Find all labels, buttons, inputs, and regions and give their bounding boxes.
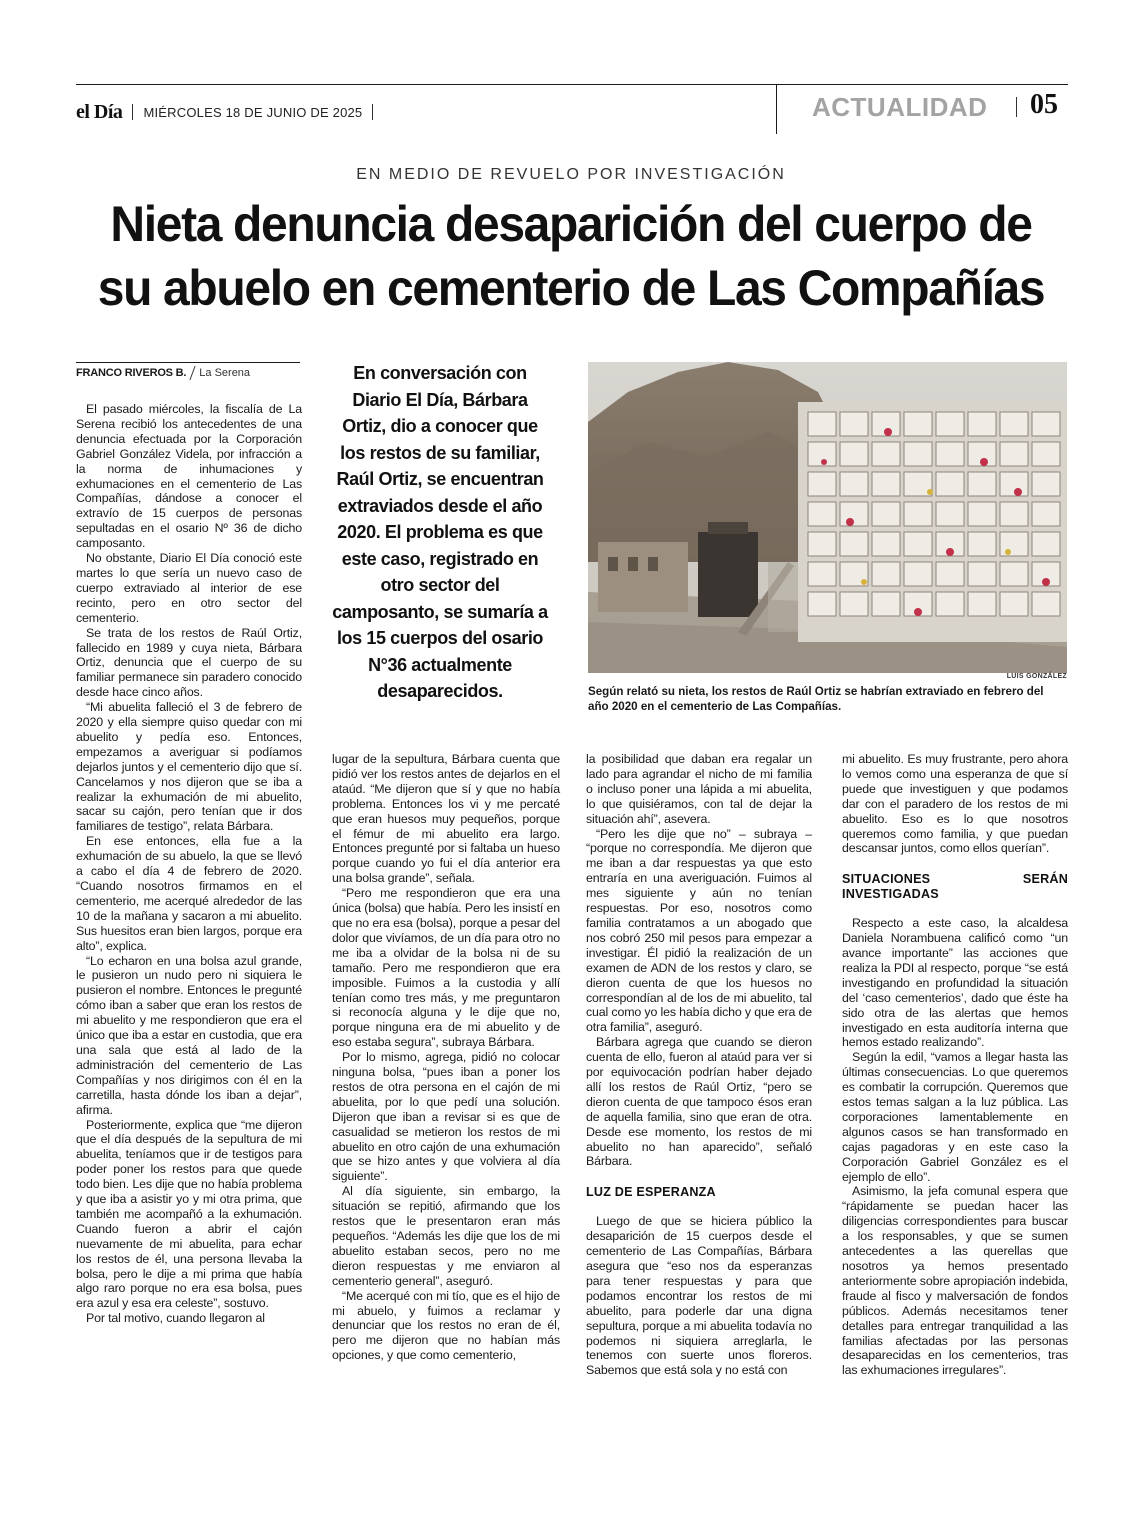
article-headline: Nieta denuncia desaparición del cuerpo de su abuelo en cementerio de Las Compañías — [97, 196, 1045, 316]
paragraph: “Lo echaron en una bolsa azul grande, le pusieron un nudo pero ni siquiera le pusieron el nombre. Entonces le pregunté cómo iban a saber que eran los restos de mi abuelito y me respondieron que era el único que iba a estar en custodia, que era una sala que está al lado de la administración del cementerio de Las Compañías y nos dirigimos con él en la carretilla, hasta dónde los iban a dejar”, afirma. — [76, 953, 302, 1117]
byline-divider — [190, 366, 196, 380]
paragraph: Luego de que se hiciera público la desaparición de 15 cuerpos desde el cementerio de Las Compañías, Bárbara asegura que “eso nos da esperanzas para tener respuestas y para que podamos encontrar los restos de mi abuelito, para poderle dar una digna sepultura, porque a mi abuelita todavía no podemos ni siquiera arreglarla, le tenemos con suerte unos floreros. Sabemos que está sola y no está con — [586, 1214, 812, 1378]
paragraph: No obstante, Diario El Día conoció este martes lo que sería un nuevo caso de cuerpo extraviado al interior de ese recinto, pero en otro sector del cementerio. — [76, 551, 302, 625]
paragraph: Se trata de los restos de Raúl Ortiz, fallecido en 1989 y cuya nieta, Bárbara Ortiz, denuncia que el cuerpo de su familiar permanece sin paradero conocido desde hace cinco años. — [76, 625, 302, 700]
cemetery-photo — [588, 362, 1067, 673]
article-column-2 — [332, 752, 560, 1363]
paragraph: Bárbara agrega que cuando se dieron cuenta de ello, fueron al ataúd para ver si por equivocación podrían haber dejado allí los restos de Raúl Ortiz, “pero se dieron cuenta de que tampoco ésos eran de aquella familia, sino que eran de otra. Desde ese momento, los restos de mi abuelito no han aparecido”, señaló Bárbara. — [586, 1035, 812, 1169]
paragraph: En ese entonces, ella fue a la exhumación de su abuelo, la que se llevó a cabo el día 4 de febrero de 2020. “Cuando nosotros firmamos en el cementerio, me acerqué alrededor de las 10 de la mañana y sacaron a mi abuelito. Sus huesitos eran bien largos, porque era alto”, explica. — [76, 834, 302, 953]
paragraph: Por lo mismo, agrega, pidió no colocar ninguna bolsa, “pues iban a poner los restos de otra persona en el cajón de mi abuelita, por lo que pedí una solución. Dijeron que iban a revisar si es que de casualidad se metieron los restos de mi abuelito en otro cajón de una exhumación que se hizo antes y que volviera al día siguiente”. — [332, 1050, 560, 1184]
author-name: FRANCO RIVEROS B. — [76, 366, 187, 379]
article-kicker: EN MEDIO DE REVUELO POR INVESTIGACIÓN — [356, 166, 786, 183]
paragraph: “Pero me respondieron que era una única (bolsa) que había. Pero les insistí en que no era esa (bolsa), porque a pesar del dolor que vivíamos, de un día para otro no me iba a olvidar de la bolsa ni de su tamaño. Pero me respondieron que era imposible. Fuimos a la custodia y allí tenían como tres más, y me preguntaron si reconocía alguna y le dije que no, porque ninguna era de mi abuelito y de eso estaba segura”, subraya Bárbara. — [332, 886, 560, 1050]
byline — [76, 362, 300, 382]
page-number-divider — [1016, 97, 1017, 117]
paragraph: Según la edil, “vamos a llegar hasta las últimas consecuencias. Lo que queremos es combatir la corrupción. Queremos que estos temas salgan a la luz pública. Las corporaciones lamentablemente en algunos casos se han transformado en cajas pagadoras y en este caso la Corporación Gabriel González es el ejemplo de ello”. — [842, 1050, 1068, 1184]
photo-caption: Según relató su nieta, los restos de Raúl Ortiz se habrían extraviado en febrero del año 2020 en el cementerio de Las Compañías. — [588, 685, 1044, 713]
article-column-3 — [586, 752, 812, 1378]
paragraph: Posteriormente, explica que “me dijeron que el día después de la sepultura de mi abuelita, teníamos que ir de testigos para poder poner los restos para que quede todo bien. Les dije que no había problema y que iba a asistir yo y mi otra prima, que también me acompañó a la exhumación. Cuando fueron a abrir el cajón nuevamente de mi abuelita, para echar los restos de él, una persona llevaba la bolsa, pero le dije a mi prima que había algo raro porque no era esa bolsa, pues era azul y esa era celeste”, sostuvo. — [76, 1117, 302, 1311]
paragraph: “Mi abuelita falleció el 3 de febrero de 2020 y ella siempre quiso quedar con mi abuelito y pedía eso. Entonces, empezamos a averiguar si podíamos dejarlos juntos y el cementerio dijo que sí. Cancelamos y nos dijeron que se iba a realizar la exhumación de mi abuelito, sacar su cajón, pero tenían que ir dos familiares de testigo”, relata Bárbara. — [76, 700, 302, 834]
subhead-situaciones-investigadas: SITUACIONES SERÁN INVESTIGADAS — [842, 872, 1068, 902]
section-name: ACTUALIDAD — [812, 92, 988, 122]
paragraph: mi abuelito. Es muy frustrante, pero ahora lo vemos como una esperanza de que sí puede que investiguen y que podamos dar con el paradero de los restos de mi abuelito. Eso es lo que nosotros queremos como familia, y que puedan descansar juntos, como ellos querían”. — [842, 752, 1068, 856]
paragraph: Respecto a este caso, la alcaldesa Daniela Norambuena calificó como “un avance importante” las acciones que realiza la PDI al respecto, porque “se está investigando en profundidad la situación del ‘caso cementerios’, dado que éste ha sido otra de las alertas que hemos investigado en esta auditoría interna que hemos estado realizando”. — [842, 916, 1068, 1050]
article-column-1 — [76, 402, 302, 1326]
masthead-divider — [132, 104, 133, 120]
page-number: 05 — [1030, 89, 1058, 120]
newspaper-logo: el Día — [76, 100, 123, 123]
paragraph: la posibilidad que daban era regalar un lado para agrandar el nicho de mi familia o incluso poner una lápida a mi abuelita, lo que quisiéramos, con tal de dejar la situación ahí”, asevera. — [586, 752, 812, 826]
paragraph: Asimismo, la jefa comunal espera que “rápidamente se puedan hacer las diligencias correspondientes para buscar a los responsables, y que se sumen antecedentes a las querellas que nosotros ya hemos presentado anteriormente sobre apropiación indebida, fraude al fisco y malversación de fondos públicos. Además necesitamos tener detalles para entregar tranquilidad a las familias afectadas por las personas desaparecidas en los cementerios, tras las exhumaciones irregulares”. — [842, 1184, 1068, 1378]
paragraph: lugar de la sepultura, Bárbara cuenta que pidió ver los restos antes de dejarlos en el ataúd. “Me dijeron que sí y que no había problema. Entonces los vi y me percaté que eran huesos muy pequeños, porque el fémur de mi abuelito era largo. Entonces pregunté por si faltaba un hueso porque cuando yo fui el día anterior era una bolsa grande”, señala. — [332, 752, 560, 886]
header-rule — [76, 84, 1068, 85]
paragraph: “Pero les dije que no” – subraya – “porque no correspondía. Me dijeron que me iban a dar respuestas ya que esto entraría en una averiguación. Fuimos al mes siguiente y aún no tenían respuestas. Por eso, nosotros como familia contratamos a un abogado que nos cobró 250 mil pesos para empezar a investigar. Él pidió la realización de un examen de ADN de los restos y claro, se dieron cuenta de que los huesos no correspondían al de los de mi abuelito, tal cual como yo les había dicho y que era de otra familia”, aseguró. — [586, 826, 812, 1035]
subhead-luz-de-esperanza: LUZ DE ESPERANZA — [586, 1185, 716, 1200]
photo-credit: LUIS GONZÁLEZ — [1006, 673, 1067, 680]
paragraph: Por tal motivo, cuando llegaron al — [86, 1311, 265, 1326]
cemetery-photo-illustration — [588, 362, 1067, 673]
article-column-4 — [842, 752, 1068, 1378]
issue-date: MIÉRCOLES 18 DE JUNIO DE 2025 — [143, 104, 363, 120]
paragraph: Al día siguiente, sin embargo, la situación se repitió, afirmando que los restos que le presentaron eran más pequeños. “Además les dije que los de mi abuelito estaban secos, pero no me dieron respuestas y me enviaron al cementerio general”, aseguró. — [332, 1184, 560, 1288]
pull-quote: En conversación con Diario El Día, Bárbara Ortiz, dio a conocer que los restos de su familiar, Raúl Ortiz, se encuentran extraviados desde el año 2020. El problema es que este caso, registrado en otro sector del camposanto, se sumaría a los 15 cuerpos del osario N°36 actualmente desaparecidos. — [332, 363, 548, 701]
section-divider — [776, 84, 777, 134]
dateline-location: La Serena — [199, 366, 251, 379]
paragraph: El pasado miércoles, la fiscalía de La Serena recibió los antecedentes de una denuncia efectuada por la Corporación Gabriel González Videla, por infracción a la norma de inhumaciones y exhumaciones en el cementerio de Las Compañías, dándose a conocer el extravío de 15 cuerpos de personas sepultadas en el osario Nº 36 de dicho camposanto. — [76, 402, 302, 551]
masthead — [76, 100, 383, 124]
masthead-divider — [372, 104, 373, 120]
paragraph: “Me acerqué con mi tío, que es el hijo de mi abuelo, y fuimos a reclamar y denunciar que los restos no eran de él, pero me dijeron que no habían más opciones, y que como cementerio, — [332, 1288, 560, 1363]
